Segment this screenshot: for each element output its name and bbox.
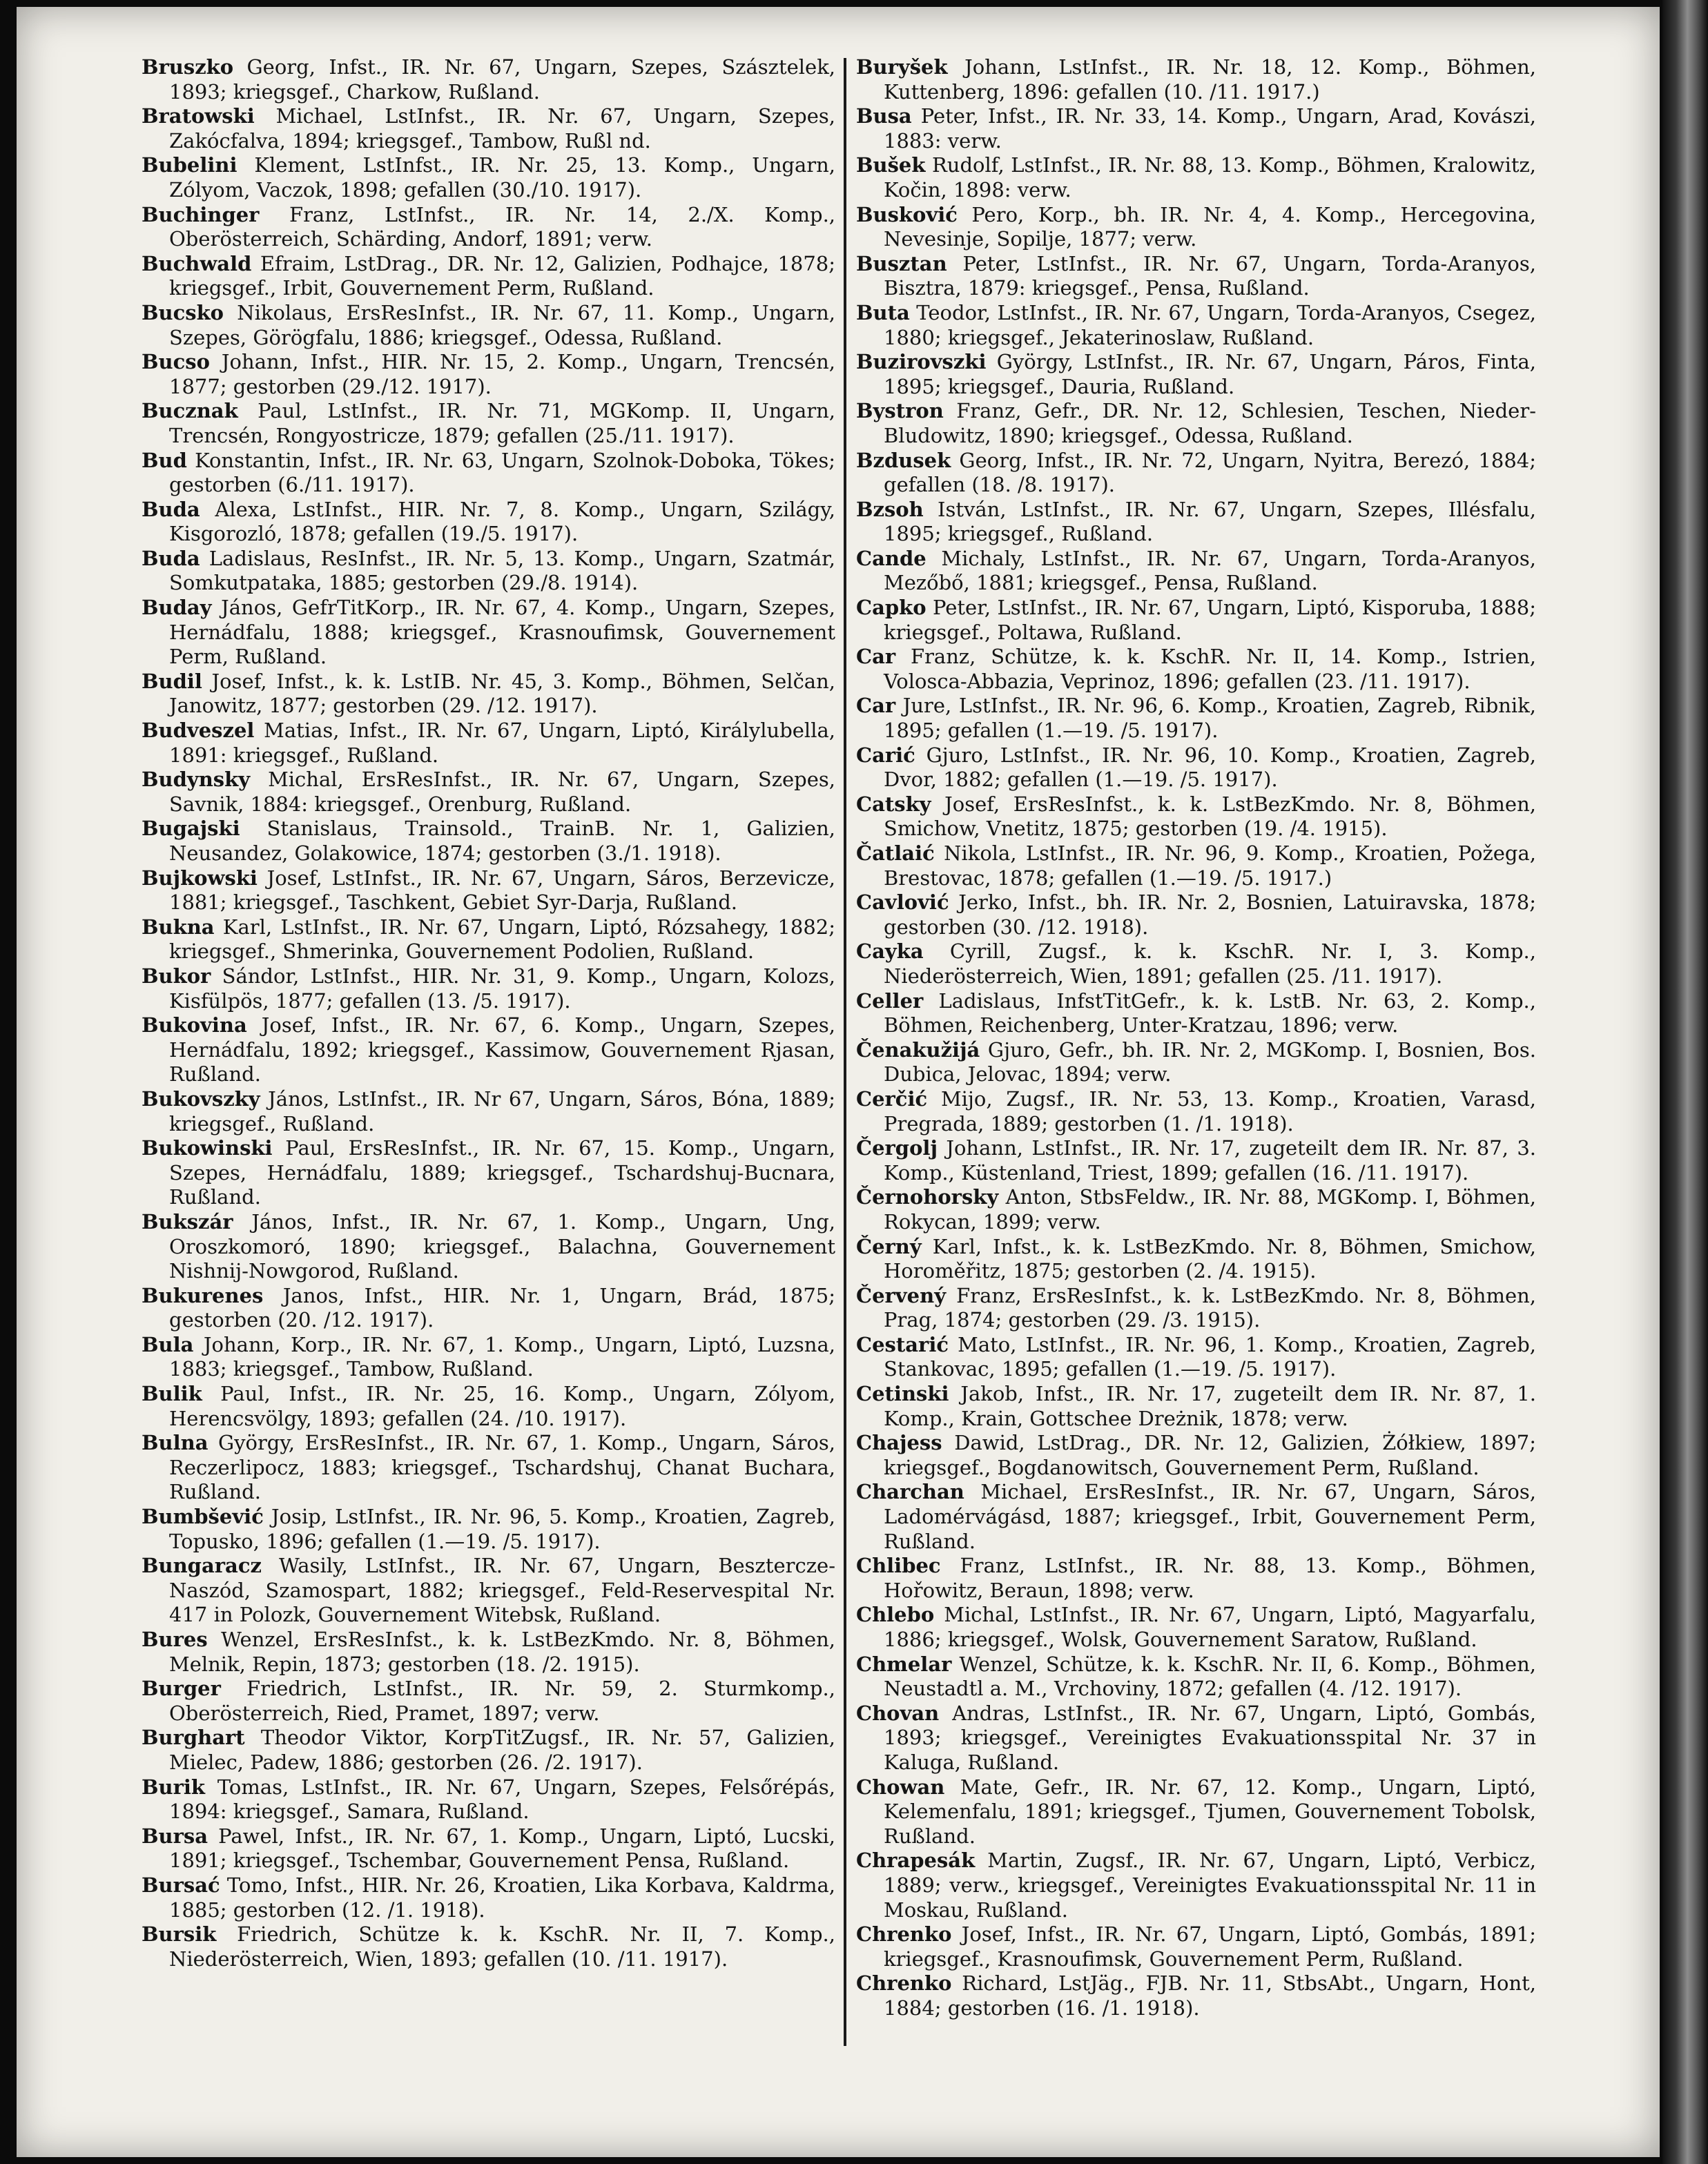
list-entry [856, 1431, 1536, 1480]
entry-surname: Chrenko [856, 1971, 952, 1996]
entry-details: Johann, Korp., IR. Nr. 67, 1. Komp., Ungarn, Liptó, Luzsna, 1883; kriegsgef., Tambow, Rußland. [169, 1332, 835, 1381]
entry-surname: Bukszár [142, 1209, 233, 1234]
entry-details: János, GefrTitKorp., IR. Nr. 67, 4. Komp., Ungarn, Szepes, Hernádfalu, 1888; kriegsgef., Krasnoufimsk, Gouvernement Perm, Rußland. [169, 596, 835, 669]
entry-surname: Car [856, 645, 896, 669]
entry-surname: Busztan [856, 251, 947, 275]
entry-surname: Chrapesák [856, 1849, 976, 1873]
entry-surname: Buryšek [856, 55, 948, 79]
entry-surname: Buday [142, 596, 212, 620]
list-entry [142, 1824, 835, 1873]
entry-details: Friedrich, Schütze k. k. KschR. Nr. II, 7. Komp., Niederösterreich, Wien, 1893; gefallen (10. /11. 1917). [169, 1922, 835, 1971]
list-entry [856, 1554, 1536, 1603]
list-entry [142, 1775, 835, 1824]
entry-surname: Bubelini [142, 153, 237, 177]
entry-surname: Červený [856, 1283, 947, 1307]
entry-details: István, LstInfst., IR. Nr. 67, Ungarn, Szepes, Illésfalu, 1895; kriegsgef., Rußland. [884, 497, 1536, 546]
list-entry [142, 1382, 835, 1431]
list-entry [856, 1702, 1536, 1775]
entry-details: Wasily, LstInfst., IR. Nr. 67, Ungarn, Besztercze-Naszód, Szamospart, 1882; kriegsgef., Feld-Reservespital Nr. 417 in Polozk, Gouvernement Witebsk, Rußland. [169, 1554, 835, 1627]
entry-details: Teodor, LstInfst., IR. Nr. 67, Ungarn, Torda-Aranyos, Csegez, 1880; kriegsgef., Jekaterinoslaw, Rußland. [884, 300, 1536, 349]
entry-details: Ladislaus, ResInfst., IR. Nr. 5, 13. Komp., Ungarn, Szatmár, Somkutpataka, 1885; gestorben (29./8. 1914). [169, 546, 835, 595]
list-entry [142, 203, 835, 252]
entry-surname: Buda [142, 497, 200, 521]
list-entry [142, 1013, 835, 1087]
list-entry [142, 719, 835, 768]
entry-surname: Chlebo [856, 1603, 935, 1627]
entry-surname: Bušek [856, 153, 926, 177]
entry-details: Nikolaus, ErsResInfst., IR. Nr. 67, 11. Komp., Ungarn, Szepes, Görögfalu, 1886; kriegsgef., Odessa, Rußland. [169, 300, 835, 349]
entry-surname: Bukurenes [142, 1283, 264, 1307]
list-entry [142, 153, 835, 202]
entry-details: Anton, StbsFeldw., IR. Nr. 88, MGKomp. I, Böhmen, Rokycan, 1899; verw. [884, 1185, 1536, 1234]
entry-surname: Černohorsky [856, 1185, 999, 1209]
entry-details: Paul, LstInfst., IR. Nr. 71, MGKomp. II, Ungarn, Trencsén, Rongyostricze, 1879; gefallen (25./11. 1917). [169, 399, 835, 447]
column-divider [844, 58, 846, 2046]
entry-details: Ladislaus, InfstTitGefr., k. k. LstB. Nr. 63, 2. Komp., Böhmen, Reichenberg, Unter-Kratzau, 1896; verw. [884, 988, 1536, 1037]
entry-details: Konstantin, Infst., IR. Nr. 63, Ungarn, Szolnok-Doboka, Tökes; gestorben (6./11. 1917). [169, 448, 835, 497]
entry-surname: Celler [856, 988, 924, 1013]
entry-details: György, ErsResInfst., IR. Nr. 67, 1. Komp., Ungarn, Sáros, Reczerlipocz, 1883; kriegsgef., Tschardshuj, Chanat Buchara, Rußland. [169, 1431, 835, 1504]
entry-surname: Bursa [142, 1824, 208, 1848]
entry-surname: Černý [856, 1234, 922, 1258]
list-entry [856, 1087, 1536, 1136]
entry-details: Josip, LstInfst., IR. Nr. 96, 5. Komp., Kroatien, Zagreb, Topusko, 1896; gefallen (1.—19. /5. 1917). [169, 1505, 835, 1553]
entry-details: Mate, Gefr., IR. Nr. 67, 12. Komp., Ungarn, Liptó, Kelemenfalu, 1891; kriegsgef., Tjumen, Gouvernement Tobolsk, Rußland. [884, 1775, 1536, 1848]
entry-surname: Bzsoh [856, 497, 924, 521]
entry-surname: Bujkowski [142, 866, 258, 890]
list-entry [142, 1431, 835, 1505]
entry-details: Gjuro, LstInfst., IR. Nr. 96, 10. Komp., Kroatien, Zagreb, Dvor, 1882; gefallen (1.—19. /5. 1917). [884, 743, 1536, 792]
list-entry [142, 252, 835, 301]
entry-surname: Bungaracz [142, 1554, 262, 1578]
list-entry [856, 153, 1536, 202]
list-entry [142, 768, 835, 817]
entry-surname: Busković [856, 202, 958, 226]
entry-details: Peter, LstInfst., IR. Nr. 67, Ungarn, Torda-Aranyos, Bisztra, 1879: kriegsgef., Pensa, Rußland. [884, 251, 1536, 300]
list-entry [142, 1284, 835, 1333]
list-entry [856, 841, 1536, 890]
entry-surname: Bucso [142, 350, 210, 374]
entry-details: Matias, Infst., IR. Nr. 67, Ungarn, Liptó, Királylubella, 1891: kriegsgef., Rußland. [169, 719, 835, 767]
entry-surname: Čenakužijá [856, 1037, 980, 1062]
entry-details: Michal, LstInfst., IR. Nr. 67, Ungarn, Liptó, Magyarfalu, 1886; kriegsgef., Wolsk, Gouvernement Saratow, Rußland. [884, 1603, 1536, 1651]
entry-details: Sándor, LstInfst., HIR. Nr. 31, 9. Komp., Ungarn, Kolozs, Kisfülpös, 1877; gefallen (13. /5. 1917). [169, 964, 835, 1013]
entry-surname: Bukor [142, 964, 211, 988]
entry-surname: Bumbšević [142, 1505, 264, 1529]
entry-details: Josef, Infst., IR. Nr. 67, 6. Komp., Ungarn, Szepes, Hernádfalu, 1892; kriegsgef., Kassimow, Gouvernement Rjasan, Rußland. [169, 1013, 835, 1086]
entry-surname: Bukowinski [142, 1136, 273, 1160]
entry-details: Friedrich, LstInfst., IR. Nr. 59, 2. Sturmkomp., Oberösterreich, Ried, Pramet, 1897; verw. [169, 1677, 835, 1725]
entry-surname: Chmelar [856, 1652, 952, 1676]
entry-details: János, LstInfst., IR. Nr 67, Ungarn, Sáros, Bóna, 1889; kriegsgef., Rußland. [169, 1086, 835, 1135]
list-entry [856, 449, 1536, 498]
list-entry [142, 55, 835, 104]
entry-surname: Bystron [856, 399, 944, 423]
entry-details: Franz, ErsResInfst., k. k. LstBezKmdo. Nr. 8, Böhmen, Prag, 1874; gestorben (29. /3. 1915). [884, 1283, 1536, 1332]
entry-details: Martin, Zugsf., IR. Nr. 67, Ungarn, Liptó, Verbicz, 1889; verw., kriegsgef., Vereinigtes Evakuationsspital Nr. 11 in Moskau, Rußland. [884, 1849, 1536, 1922]
list-entry [142, 1677, 835, 1726]
list-entry [856, 890, 1536, 939]
list-entry [142, 399, 835, 448]
list-entry [142, 817, 835, 866]
entry-details: Peter, LstInfst., IR. Nr. 67, Ungarn, Liptó, Kisporuba, 1888; kriegsgef., Poltawa, Rußland. [884, 596, 1536, 644]
entry-surname: Catsky [856, 792, 931, 816]
entry-details: Paul, ErsResInfst., IR. Nr. 67, 15. Komp., Ungarn, Szepes, Hernádfalu, 1889; kriegsgef., Tschardshuj-Bucnara, Rußland. [169, 1136, 835, 1209]
entry-surname: Chlibec [856, 1554, 941, 1578]
entry-surname: Cestarić [856, 1332, 949, 1356]
entry-details: Michael, ErsResInfst., IR. Nr. 67, Ungarn, Sáros, Ladomérvágásd, 1887; kriegsgef., Irbit, Gouvernement Perm, Rußland. [884, 1480, 1536, 1553]
list-entry [856, 1185, 1536, 1234]
list-entry [856, 1775, 1536, 1849]
list-entry [856, 1038, 1536, 1087]
list-entry [856, 203, 1536, 252]
entry-surname: Burghart [142, 1726, 245, 1750]
entry-details: Jakob, Infst., IR. Nr. 17, zugeteilt dem IR. Nr. 87, 1. Komp., Krain, Gottschee Dreżnik, 1878; verw. [884, 1382, 1536, 1430]
entry-details: Josef, LstInfst., IR. Nr. 67, Ungarn, Sáros, Berzevicze, 1881; kriegsgef., Taschkent, Gebiet Syr-Darja, Rußland. [169, 866, 835, 915]
list-entry [856, 596, 1536, 645]
entry-surname: Čergolj [856, 1136, 938, 1160]
list-entry [142, 1136, 835, 1210]
entry-surname: Capko [856, 596, 926, 620]
entry-surname: Bukovszky [142, 1086, 260, 1111]
entry-details: Jure, LstInfst., IR. Nr. 96, 6. Komp., Kroatien, Zagreb, Ribnik, 1895; gefallen (1.—19. /5. 1917). [884, 694, 1536, 743]
list-entry [856, 1382, 1536, 1431]
entry-details: Efraim, LstDrag., DR. Nr. 12, Galizien, Podhajce, 1878; kriegsgef., Irbit, Gouvernement Perm, Rußland. [169, 251, 835, 300]
list-entry [856, 350, 1536, 399]
entry-details: Richard, LstJäg., FJB. Nr. 11, StbsAbt., Ungarn, Hont, 1884; gestorben (16. /1. 1918). [884, 1971, 1536, 2020]
entry-surname: Bukna [142, 915, 215, 939]
entry-details: Johann, LstInfst., IR. Nr. 17, zugeteilt dem IR. Nr. 87, 3. Komp., Küstenland, Triest, 1899; gefallen (16. /11. 1917). [884, 1136, 1536, 1185]
entry-surname: Chajess [856, 1431, 942, 1455]
list-entry [142, 1087, 835, 1136]
entry-details: Dawid, LstDrag., DR. Nr. 12, Galizien, Żółkiew, 1897; kriegsgef., Bogdanowitsch, Gouvernement Perm, Rußland. [884, 1431, 1536, 1479]
entry-details: Johann, LstInfst., IR. Nr. 18, 12. Komp., Böhmen, Kuttenberg, 1896: gefallen (10. /11. 1917.) [884, 55, 1536, 104]
entry-details: Josef, Infst., k. k. LstIB. Nr. 45, 3. Komp., Böhmen, Selčan, Janowitz, 1877; gestorben (29. /12. 1917). [169, 669, 835, 718]
entry-details: Karl, Infst., k. k. LstBezKmdo. Nr. 8, Böhmen, Smichow, Horoměřitz, 1875; gestorben (2. /4. 1915). [884, 1234, 1536, 1283]
entry-surname: Chovan [856, 1701, 940, 1725]
entry-surname: Buchwald [142, 251, 252, 275]
entry-details: Paul, Infst., IR. Nr. 25, 16. Komp., Ungarn, Zólyom, Herencsvölgy, 1893; gefallen (24. /10. 1917). [169, 1382, 835, 1430]
list-entry [142, 104, 835, 153]
list-entry [142, 449, 835, 498]
entry-details: Nikola, LstInfst., IR. Nr. 96, 9. Komp., Kroatien, Požega, Brestovac, 1878; gefallen (1.—19. /5. 1917.) [884, 841, 1536, 890]
list-entry [856, 645, 1536, 694]
entry-surname: Bud [142, 448, 187, 472]
entry-details: Franz, Schütze, k. k. KschR. Nr. II, 14. Komp., Istrien, Volosca-Abbazia, Veprinoz, 1896; gefallen (23. /11. 1917). [884, 645, 1536, 693]
entry-details: Jerko, Infst., bh. IR. Nr. 2, Bosnien, Latuiravska, 1878; gestorben (30. /12. 1918). [884, 890, 1536, 939]
list-entry [856, 989, 1536, 1038]
list-entry [856, 399, 1536, 448]
entry-details: Wenzel, ErsResInfst., k. k. LstBezKmdo. Nr. 8, Böhmen, Melnik, Repin, 1873; gestorben (18. /2. 1915). [169, 1628, 835, 1676]
entry-details: Wenzel, Schütze, k. k. KschR. Nr. II, 6. Komp., Böhmen, Neustadtl a. M., Vrchoviny, 1872; gefallen (4. /12. 1917). [884, 1652, 1536, 1701]
list-entry [856, 1136, 1536, 1185]
entry-surname: Buda [142, 546, 200, 570]
entry-details: Michael, LstInfst., IR. Nr. 67, Ungarn, Szepes, Zakócfalva, 1894; kriegsgef., Tambow, Rußl nd. [169, 104, 835, 153]
entry-surname: Bursik [142, 1922, 217, 1947]
entry-details: Michaly, LstInfst., IR. Nr. 67, Ungarn, Torda-Aranyos, Mezőbő, 1881; kriegsgef., Pensa, Rußland. [884, 546, 1536, 595]
entry-surname: Burger [142, 1677, 221, 1701]
entry-surname: Car [856, 694, 896, 718]
entry-surname: Bzdusek [856, 448, 951, 472]
entry-details: Stanislaus, Trainsold., TrainB. Nr. 1, Galizien, Neusandez, Golakowice, 1874; gestorben (3./1. 1918). [169, 817, 835, 865]
entry-details: Josef, Infst., IR. Nr. 67, Ungarn, Liptó, Gombás, 1891; kriegsgef., Krasnoufimsk, Gouvernement Perm, Rußland. [884, 1922, 1536, 1971]
entry-details: Georg, Infst., IR. Nr. 72, Ungarn, Nyitra, Berezó, 1884; gefallen (18. /8. 1917). [884, 448, 1536, 497]
entry-surname: Čatlaić [856, 841, 935, 865]
entry-surname: Bulna [142, 1431, 208, 1455]
list-entry [856, 301, 1536, 350]
list-entry [856, 694, 1536, 743]
list-entry [142, 964, 835, 1013]
list-entry [142, 1873, 835, 1922]
entry-details: Alexa, LstInfst., HIR. Nr. 7, 8. Komp., Ungarn, Szilágy, Kisgorozló, 1878; gefallen (19./5. 1917). [169, 497, 835, 546]
entry-details: Johann, Infst., HIR. Nr. 15, 2. Komp., Ungarn, Trencsén, 1877; gestorben (29./12. 1917). [169, 350, 835, 398]
entry-surname: Bula [142, 1332, 194, 1356]
entry-surname: Bucsko [142, 300, 224, 324]
list-entry [856, 792, 1536, 841]
entry-details: Georg, Infst., IR. Nr. 67, Ungarn, Szepes, Szásztelek, 1893; kriegsgef., Charkow, Rußland. [169, 55, 835, 104]
list-entry [856, 1284, 1536, 1333]
entry-surname: Chowan [856, 1775, 945, 1799]
list-entry [856, 1333, 1536, 1382]
entry-details: Josef, ErsResInfst., k. k. LstBezKmdo. Nr. 8, Böhmen, Smichow, Vnetitz, 1875; gestorben (19. /4. 1915). [884, 792, 1536, 841]
entry-details: Franz, LstInfst., IR. Nr. 88, 13. Komp., Böhmen, Hořowitz, Beraun, 1898; verw. [884, 1554, 1536, 1602]
list-entry [142, 1333, 835, 1382]
entry-details: Peter, Infst., IR. Nr. 33, 14. Komp., Ungarn, Arad, Kovászi, 1883: verw. [884, 104, 1536, 153]
entry-surname: Budveszel [142, 719, 255, 743]
entry-surname: Cerčić [856, 1086, 928, 1111]
list-entry [856, 1922, 1536, 1971]
list-entry [856, 1480, 1536, 1554]
list-entry [142, 1726, 835, 1775]
list-entry [142, 596, 835, 670]
list-entry [142, 1210, 835, 1284]
list-entry [856, 104, 1536, 153]
entry-surname: Cayka [856, 939, 924, 964]
entry-surname: Bursać [142, 1873, 220, 1897]
list-entry [856, 743, 1536, 792]
entry-details: Janos, Infst., HIR. Nr. 1, Ungarn, Brád, 1875; gestorben (20. /12. 1917). [169, 1283, 835, 1332]
entry-surname: Bucznak [142, 399, 238, 423]
entry-details: Franz, Gefr., DR. Nr. 12, Schlesien, Teschen, Nieder-Bludowitz, 1890; kriegsgef., Odessa, Rußland. [884, 399, 1536, 447]
entry-surname: Bukovina [142, 1013, 247, 1037]
entry-details: Mijo, Zugsf., IR. Nr. 53, 13. Komp., Kroatien, Varasd, Pregrada, 1889; gestorben (1. /1. 1918). [884, 1086, 1536, 1135]
entry-details: Tomo, Infst., HIR. Nr. 26, Kroatien, Lika Korbava, Kaldrma, 1885; gestorben (12. /1. 1918). [169, 1873, 835, 1922]
list-entry [142, 301, 835, 350]
entry-surname: Cande [856, 546, 926, 570]
entry-surname: Chrenko [856, 1922, 952, 1947]
entry-surname: Bruszko [142, 55, 234, 79]
entry-surname: Bures [142, 1628, 208, 1651]
entry-surname: Cavlović [856, 890, 949, 915]
scan-page-edge [1662, 0, 1708, 2164]
list-entry [142, 915, 835, 964]
left-column [142, 55, 835, 1971]
entry-details: Rudolf, LstInfst., IR. Nr. 88, 13. Komp., Böhmen, Kralowitz, Kočin, 1898: verw. [884, 153, 1536, 202]
list-entry [856, 1653, 1536, 1702]
entry-details: Karl, LstInfst., IR. Nr. 67, Ungarn, Liptó, Rózsahegy, 1882; kriegsgef., Shmerinka, Gouvernement Podolien, Rußland. [169, 915, 835, 964]
entry-details: Tomas, LstInfst., IR. Nr. 67, Ungarn, Szepes, Felsőrépás, 1894: kriegsgef., Samara, Rußland. [169, 1775, 835, 1824]
entry-surname: Busa [856, 104, 912, 128]
list-entry [856, 252, 1536, 301]
list-entry [142, 547, 835, 596]
entry-surname: Cetinski [856, 1382, 949, 1406]
list-entry [856, 55, 1536, 104]
list-entry [142, 498, 835, 547]
list-entry [142, 1505, 835, 1554]
entry-details: Theodor Viktor, KorpTitZugsf., IR. Nr. 57, Galizien, Mielec, Padew, 1886; gestorben (26. /2. 1917). [169, 1726, 835, 1774]
entry-surname: Charchan [856, 1480, 964, 1504]
entry-details: Cyrill, Zugsf., k. k. KschR. Nr. I, 3. Komp., Niederösterreich, Wien, 1891; gefallen (25. /11. 1917). [884, 939, 1536, 988]
list-entry [142, 866, 835, 915]
entry-details: György, LstInfst., IR. Nr. 67, Ungarn, Páros, Finta, 1895; kriegsgef., Dauria, Rußland. [884, 350, 1536, 398]
right-column [856, 55, 1536, 2021]
entry-surname: Burik [142, 1775, 205, 1799]
list-entry [856, 1971, 1536, 2020]
list-entry [856, 1603, 1536, 1652]
list-entry [856, 1849, 1536, 1922]
entry-details: Franz, LstInfst., IR. Nr. 14, 2./X. Komp., Oberösterreich, Schärding, Andorf, 1891; verw. [169, 202, 835, 251]
list-entry [142, 1628, 835, 1677]
entry-details: Mato, LstInfst., IR. Nr. 96, 1. Komp., Kroatien, Zagreb, Stankovac, 1895; gefallen (1.—19. /5. 1917). [884, 1332, 1536, 1381]
entry-details: Gjuro, Gefr., bh. IR. Nr. 2, MGKomp. I, Bosnien, Bos. Dubica, Jelovac, 1894; verw. [884, 1037, 1536, 1086]
list-entry [142, 1922, 835, 1971]
entry-details: Michal, ErsResInfst., IR. Nr. 67, Ungarn, Szepes, Savnik, 1884: kriegsgef., Orenburg, Rußland. [169, 768, 835, 816]
list-entry [856, 498, 1536, 547]
entry-details: Pawel, Infst., IR. Nr. 67, 1. Komp., Ungarn, Liptó, Lucski, 1891; kriegsgef., Tschembar, Gouvernement Pensa, Rußland. [169, 1824, 835, 1873]
list-entry [142, 1554, 835, 1628]
entry-details: Pero, Korp., bh. IR. Nr. 4, 4. Komp., Hercegovina, Nevesinje, Sopilje, 1877; verw. [884, 202, 1536, 251]
entry-surname: Bugajski [142, 817, 240, 841]
entry-details: János, Infst., IR. Nr. 67, 1. Komp., Ungarn, Ung, Oroszkomoró, 1890; kriegsgef., Balachna, Gouvernement Nishnij-Nowgorod, Rußland. [169, 1209, 835, 1283]
entry-surname: Buta [856, 300, 910, 324]
entry-surname: Carić [856, 743, 915, 767]
entry-surname: Budil [142, 669, 202, 693]
list-entry [856, 939, 1536, 988]
list-entry [856, 547, 1536, 596]
list-entry [856, 1235, 1536, 1284]
entry-details: Klement, LstInfst., IR. Nr. 25, 13. Komp., Ungarn, Zólyom, Vaczok, 1898; gefallen (30./10. 1917). [169, 153, 835, 202]
entry-surname: Budynsky [142, 768, 251, 792]
entry-details: Andras, LstInfst., IR. Nr. 67, Ungarn, Liptó, Gombás, 1893; kriegsgef., Vereinigtes Evakuationsspital Nr. 37 in Kaluga, Rußland. [884, 1701, 1536, 1774]
entry-surname: Buzirovszki [856, 350, 987, 374]
entry-surname: Bulik [142, 1382, 202, 1406]
list-entry [142, 670, 835, 719]
list-entry [142, 350, 835, 399]
entry-surname: Buchinger [142, 202, 260, 226]
entry-surname: Bratowski [142, 104, 255, 128]
